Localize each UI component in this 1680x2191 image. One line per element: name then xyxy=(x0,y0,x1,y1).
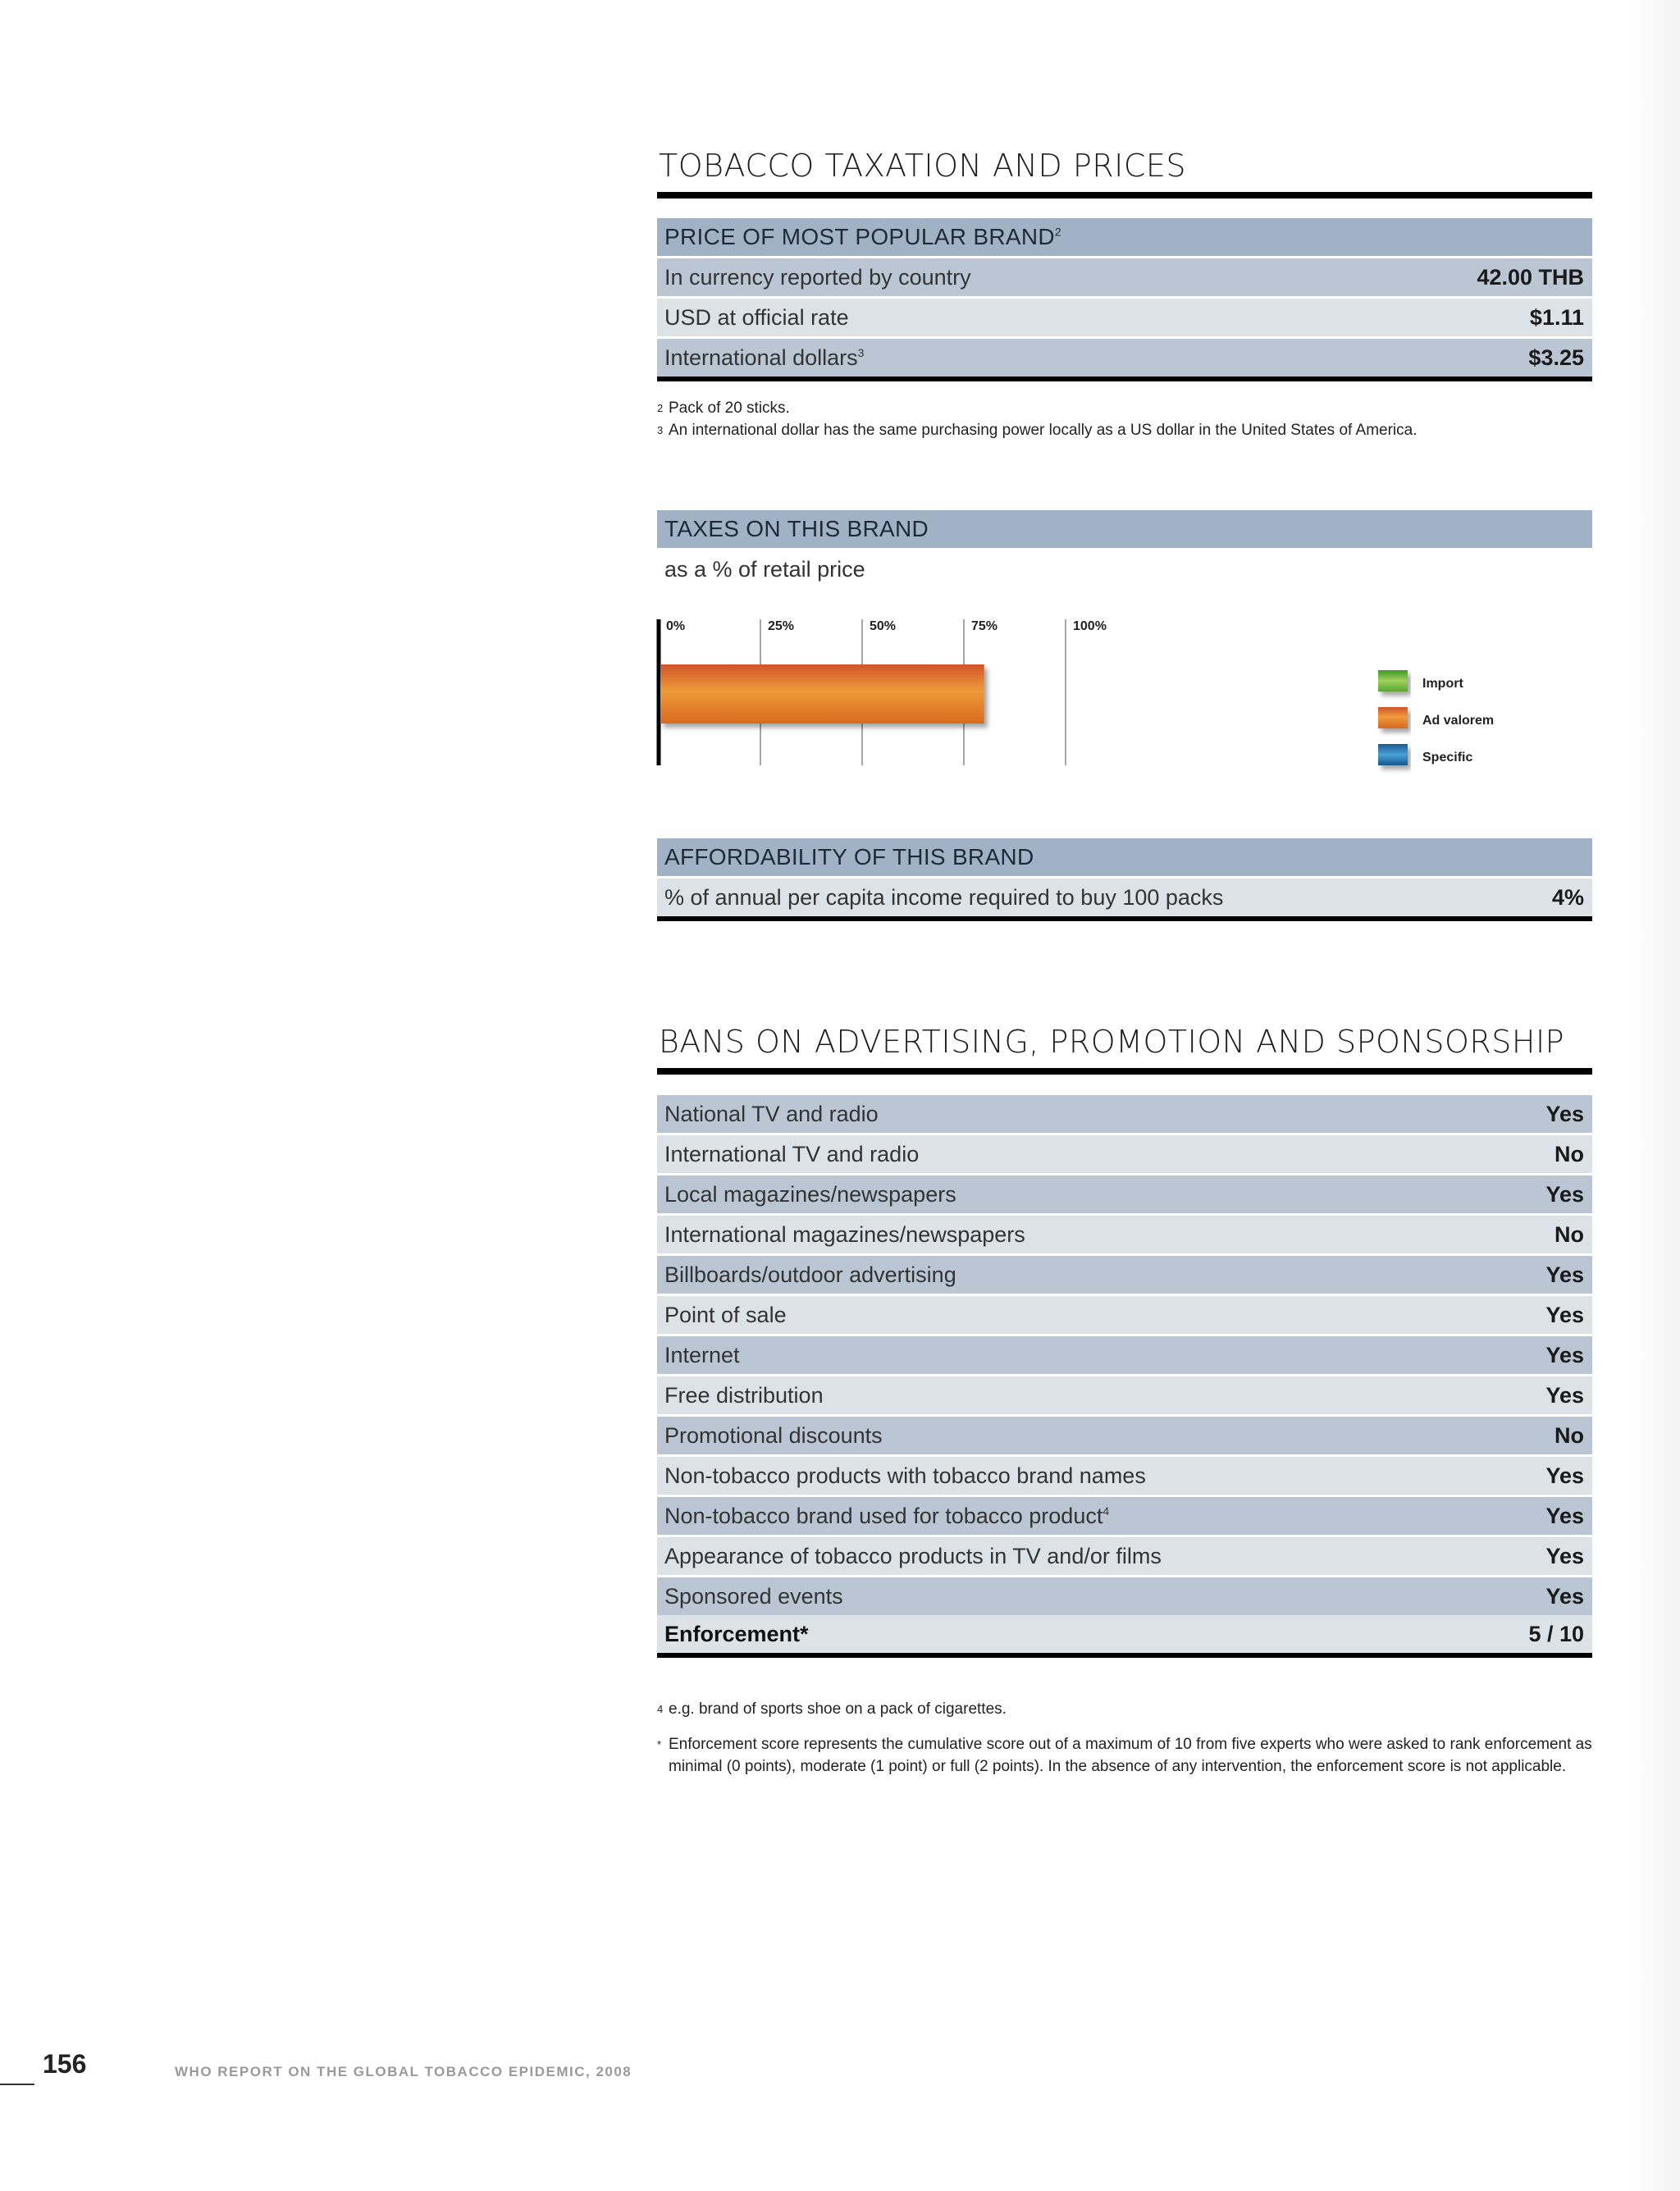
price-row xyxy=(657,339,1592,377)
enforcement-value: 5 / 10 xyxy=(1528,1622,1584,1646)
price-footnotes xyxy=(657,397,1592,441)
legend-label: Specific xyxy=(1422,751,1473,765)
ban-label: National TV and radio xyxy=(664,1102,879,1126)
price-table xyxy=(657,218,1592,381)
ban-label: Non-tobacco products with tobacco brand names xyxy=(664,1463,1146,1488)
ban-sup: 4 xyxy=(1102,1504,1110,1518)
footnote-2: 2 Pack of 20 sticks. xyxy=(657,399,790,417)
tick-label: 0% xyxy=(666,619,686,633)
tick-label: 50% xyxy=(870,619,897,633)
price-row xyxy=(657,258,1592,299)
ban-label: Free distribution xyxy=(664,1383,824,1408)
legend-label: Ad valorem xyxy=(1422,714,1495,728)
ban-row xyxy=(657,1497,1592,1537)
page-number: 156 xyxy=(43,2049,87,2079)
ban-label: International TV and radio xyxy=(664,1142,920,1166)
ban-value: No xyxy=(1554,1423,1584,1448)
title-rule xyxy=(657,192,1592,199)
footnote-3: 3 An international dollar has the same purchasing power locally as a US dollar in the United States of America. xyxy=(657,422,1418,439)
price-table-rule xyxy=(657,377,1592,381)
ban-row xyxy=(657,1216,1592,1256)
affordability-header: AFFORDABILITY OF THIS BRAND xyxy=(657,838,1592,879)
bans-table xyxy=(657,1095,1592,1658)
price-value: 42.00 THB xyxy=(1477,265,1584,290)
bans-table-rule xyxy=(657,1653,1592,1658)
ban-label: Non-tobacco brand used for tobacco product$^4$ xyxy=(664,1504,1110,1528)
footnote-4: 4 e.g. brand of sports shoe on a pack of cigarettes. xyxy=(657,1700,1007,1718)
page-edge-shadow xyxy=(1631,0,1680,2191)
ban-value: Yes xyxy=(1545,1102,1584,1126)
ban-value: Yes xyxy=(1545,1463,1584,1488)
legend-label: Import xyxy=(1422,677,1463,691)
tax-chart xyxy=(652,611,1596,775)
legend-swatch-import xyxy=(1378,670,1408,692)
ban-value: No xyxy=(1554,1222,1584,1247)
price-value: $1.11 xyxy=(1529,305,1584,330)
ban-label: Billboards/outdoor advertising xyxy=(664,1262,956,1287)
affordability-label: % of annual per capita income required to buy 100 packs xyxy=(664,885,1224,910)
ban-row xyxy=(657,1457,1592,1497)
tick-label: 25% xyxy=(768,619,795,633)
taxes-header: TAXES ON THIS BRAND xyxy=(657,510,1592,550)
taxes-section xyxy=(657,510,1592,588)
price-label: International dollars$^3$ xyxy=(664,345,865,370)
ban-value: Yes xyxy=(1545,1262,1584,1287)
ban-value: Yes xyxy=(1545,1544,1584,1568)
ban-label: Local magazines/newspapers xyxy=(664,1182,956,1207)
ban-row xyxy=(657,1135,1592,1175)
ban-row xyxy=(657,1095,1592,1135)
ban-row xyxy=(657,1336,1592,1376)
ban-row xyxy=(657,1296,1592,1336)
affordability-section xyxy=(657,838,1592,921)
ban-row xyxy=(657,1417,1592,1457)
price-row xyxy=(657,299,1592,339)
ban-rows xyxy=(657,1095,1592,1615)
ban-value: Yes xyxy=(1545,1343,1584,1367)
ban-value: Yes xyxy=(1545,1303,1584,1327)
price-label: USD at official rate xyxy=(664,305,849,330)
ban-value: Yes xyxy=(1545,1383,1584,1408)
enforcement-label: Enforcement* xyxy=(664,1622,809,1646)
taxes-subtitle: as a % of retail price xyxy=(664,557,865,582)
footer-rule xyxy=(0,2084,34,2085)
ban-row xyxy=(657,1537,1592,1577)
price-header-sup: 2 xyxy=(1054,225,1061,239)
affordability-value: 4% xyxy=(1551,885,1584,910)
ban-row xyxy=(657,1175,1592,1216)
running-title: WHO REPORT ON THE GLOBAL TOBACCO EPIDEMIC, 2008 xyxy=(175,2064,632,2079)
ban-label: Internet xyxy=(664,1343,740,1367)
affordability-row xyxy=(657,879,1592,916)
ban-row xyxy=(657,1256,1592,1296)
ban-value: Yes xyxy=(1545,1504,1584,1528)
taxation-title: TOBACCO TAXATION AND PRICES xyxy=(659,148,1187,184)
ban-label: Sponsored events xyxy=(664,1584,843,1609)
ban-row xyxy=(657,1577,1592,1615)
bans-footnotes xyxy=(657,1698,1592,1778)
ban-label: International magazines/newspapers xyxy=(664,1222,1025,1247)
ban-row xyxy=(657,1376,1592,1417)
affordability-rule xyxy=(657,916,1592,921)
bans-title-rule xyxy=(657,1068,1592,1075)
price-header xyxy=(657,218,1592,258)
bans-section xyxy=(657,1024,1592,1075)
price-value: $3.25 xyxy=(1528,345,1584,370)
ban-value: No xyxy=(1554,1142,1584,1166)
ban-value: Yes xyxy=(1545,1182,1584,1207)
legend-swatch-specific xyxy=(1378,744,1408,765)
ban-label: Appearance of tobacco products in TV and/or films xyxy=(664,1544,1162,1568)
price-label: In currency reported by country xyxy=(664,265,971,290)
price-sup: 3 xyxy=(857,346,865,359)
bar-ad-valorem xyxy=(660,664,984,723)
ban-value: Yes xyxy=(1545,1584,1584,1609)
enforcement-row xyxy=(657,1615,1592,1653)
tick-label: 75% xyxy=(971,619,998,633)
price-rows xyxy=(657,258,1592,377)
footnote-enforcement: * Enforcement score represents the cumulative score out of a maximum of 10 from five experts who were asked to rank enforcement as minimal (0 points), moderate (1 point) or full (2 points). In the absence of any intervention, the enforcement score is not applicable. xyxy=(657,1736,1592,1775)
ban-label: Point of sale xyxy=(664,1303,787,1327)
taxation-section xyxy=(657,148,1592,199)
legend-swatch-ad-valorem xyxy=(1378,707,1408,728)
tick-label: 100% xyxy=(1073,619,1107,633)
ban-label: Promotional discounts xyxy=(664,1423,883,1448)
bans-title: BANS ON ADVERTISING, PROMOTION AND SPONSORSHIP xyxy=(659,1024,1565,1060)
price-header-label: PRICE OF MOST POPULAR BRAND xyxy=(664,224,1055,249)
